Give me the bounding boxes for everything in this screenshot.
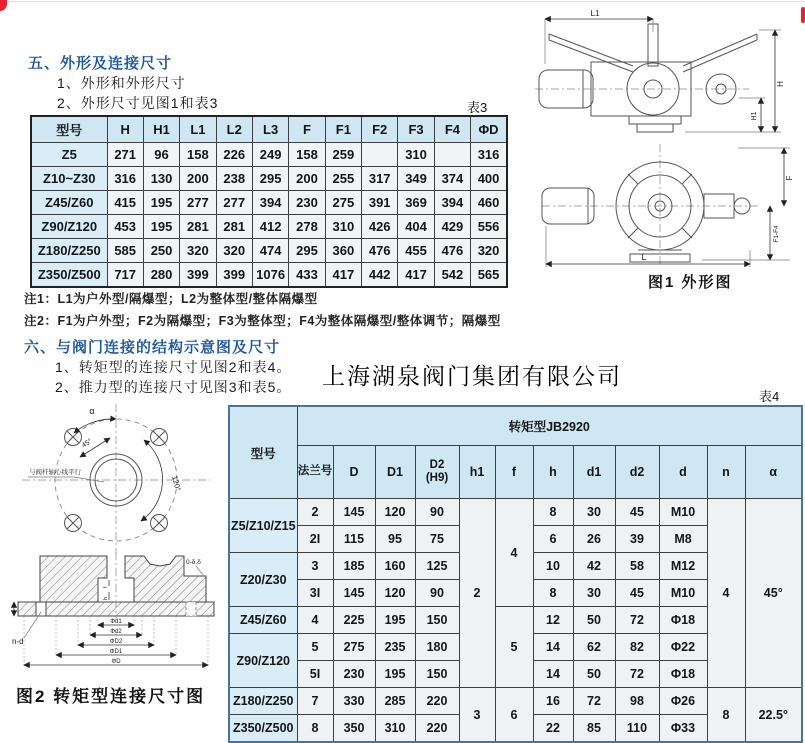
svg-text:ΦD: ΦD [111,659,121,665]
table-row [31,263,507,288]
value-cell: 39 [615,526,659,553]
value-cell: 412 [252,215,288,239]
value-cell: 8 [533,580,573,607]
value-cell: 295 [252,167,288,191]
header-cell-D2-main: D2 [429,458,445,471]
value-cell: 429 [434,215,470,239]
value-cell: 98 [615,688,659,715]
merged-cell-alpha: 22.5° [745,688,802,743]
value-cell: 259 [325,143,361,167]
dimension-F1-F4 [702,206,790,260]
value-cell: 158 [180,143,216,167]
note-1: 注1：L1为户外型/隔爆型；L2为整体型/整体隔爆型 [24,292,318,306]
value-cell: 280 [143,263,179,288]
value-cell: 200 [180,167,216,191]
table-row [229,499,802,526]
value-cell: 158 [289,143,325,167]
value-cell: 145 [333,499,375,526]
svg-text:H1: H1 [751,111,758,121]
value-cell: 75 [415,526,459,553]
value-cell: 2 [297,499,333,526]
table3-label: 表3 [467,100,488,115]
value-cell: 404 [398,215,434,239]
outline-dimensions-table [30,115,508,288]
value-cell: M12 [659,553,707,580]
header-cell: D1 [375,446,415,499]
value-cell: 542 [434,263,470,288]
header-cell: ΦD [471,116,507,143]
model-cell: Z180/Z250 [31,239,107,263]
value-cell: 145 [333,580,375,607]
value-cell: 310 [375,715,415,743]
model-cell: Z5/Z10/Z15 [229,499,297,553]
actuator-body [539,62,736,132]
dimension-F [738,148,794,206]
value-cell: 180 [415,634,459,661]
header-cell: 法兰号 [297,446,333,499]
model-cell: Z90/Z120 [31,215,107,239]
header-cell: d [659,446,707,499]
svg-text:L1: L1 [590,9,600,18]
value-cell: 90 [415,499,459,526]
value-cell: 556 [471,215,507,239]
value-cell: 82 [615,634,659,661]
value-cell: 62 [573,634,615,661]
value-cell: 426 [362,215,398,239]
section6-item2: 2、推力型的连接尺寸见图3和表5。 [55,379,292,395]
value-cell [434,143,470,167]
value-cell: 238 [216,167,252,191]
value-cell: 5I [297,661,333,688]
table-row [31,191,507,215]
svg-text:L: L [641,252,647,262]
value-cell: 565 [471,263,507,288]
header-cell: d2 [615,446,659,499]
header-cell: L3 [252,116,288,143]
header-cell: n [707,446,745,499]
svg-text:Φd1: Φd1 [110,619,122,625]
value-cell: 130 [143,167,179,191]
value-cell: Φ22 [659,634,707,661]
header-cell: F [289,116,325,143]
value-cell: 12 [533,607,573,634]
merged-cell-h1: 2 [459,499,495,688]
value-cell: 317 [362,167,398,191]
value-cell: 14 [533,634,573,661]
model-cell: Z180/Z250 [229,688,297,715]
value-cell: M10 [659,499,707,526]
labels-f-h [103,580,109,600]
value-cell: 85 [573,715,615,743]
svg-text:F1-F4: F1-F4 [773,225,780,243]
svg-text:与阀杆轴心线平行: 与阀杆轴心线平行 [29,469,81,476]
model-cell: Z350/Z500 [229,715,297,743]
value-cell: 120 [375,580,415,607]
header-cell-D2-tolerance: (H9) [425,472,449,484]
value-cell: 4 [297,607,333,634]
header-cell: L2 [216,116,252,143]
value-cell: 50 [573,607,615,634]
red-corner-mark [0,0,7,11]
section5-item2: 2、外形尺寸见图1和表3 [57,95,219,111]
bolt-hole-right [186,602,196,616]
svg-text:H: H [776,81,785,87]
header-cell: d1 [573,446,615,499]
value-cell: 349 [398,167,434,191]
value-cell: 50 [573,661,615,688]
actuator-front-body [542,162,750,262]
diameter-dimensions [24,616,208,666]
figure2-caption: 图2 转矩型连接尺寸图 [16,687,206,706]
header-cell: H1 [143,116,179,143]
value-cell: 72 [573,688,615,715]
table-header-row [229,406,802,446]
value-cell: 320 [471,239,507,263]
section5-heading: 五、外形及连接尺寸 [28,55,173,72]
dimension-120-degrees [141,440,183,521]
model-cell: Z350/Z500 [31,263,107,288]
value-cell: 295 [289,239,325,263]
value-cell: 250 [143,239,179,263]
value-cell: 8 [297,715,333,743]
value-cell: 281 [180,215,216,239]
header-cell: F1 [325,116,361,143]
header-cell: H [107,116,143,143]
value-cell: 150 [415,607,459,634]
value-cell: 7 [297,688,333,715]
header-cell: 型号 [31,116,107,143]
section5-item1: 1、外形和外形尺寸 [57,75,186,91]
value-cell: 8 [533,499,573,526]
value-cell: 226 [216,143,252,167]
value-cell: 10 [533,553,573,580]
value-cell: 255 [325,167,361,191]
page-edge-line [0,1,805,2]
value-cell: 14 [533,661,573,688]
value-cell: 281 [216,215,252,239]
value-cell: 717 [107,263,143,288]
header-cell: f [495,446,533,499]
model-cell: Z45/Z60 [229,607,297,634]
value-cell: 200 [289,167,325,191]
value-cell: 277 [216,191,252,215]
svg-text:n-d: n-d [12,637,24,646]
merged-cell-n: 4 [707,499,745,688]
model-cell: Z10~Z30 [31,167,107,191]
value-cell: 320 [216,239,252,263]
value-cell: 350 [333,715,375,743]
value-cell: 220 [415,715,459,743]
value-cell: 16 [533,688,573,715]
value-cell: 433 [289,263,325,288]
svg-text:120°: 120° [170,474,183,493]
value-cell: 417 [325,263,361,288]
value-cell: 275 [333,634,375,661]
dimension-L [546,226,750,267]
header-cell: L1 [180,116,216,143]
dimension-H1 [739,98,765,132]
value-cell: 249 [252,143,288,167]
value-cell: 225 [333,607,375,634]
value-cell: 185 [333,553,375,580]
value-cell: Φ18 [659,607,707,634]
section6-heading: 六、与阀门连接的结构示意图及尺寸 [24,339,281,356]
svg-text:Φd2: Φd2 [110,629,122,635]
header-cell-D2 [415,446,459,499]
svg-text:f: f [103,586,109,588]
value-cell: 120 [375,499,415,526]
svg-text:α: α [89,406,95,416]
table-header-row [31,116,507,143]
value-cell: 360 [325,239,361,263]
header-cell: D [333,446,375,499]
value-cell: 3I [297,580,333,607]
table-subheader-row [229,446,802,499]
value-cell: 453 [107,215,143,239]
dimension-45-degrees [80,437,110,457]
header-cell-model: 型号 [229,406,297,499]
label-top-clearance [186,559,203,575]
merged-cell-h1: 3 [459,688,495,743]
value-cell: 2I [297,526,333,553]
value-cell: 417 [398,263,434,288]
value-cell: Φ18 [659,661,707,688]
value-cell: 230 [289,191,325,215]
svg-text:0-δ.δ: 0-δ.δ [186,559,201,566]
value-cell: 160 [375,553,415,580]
value-cell: 399 [216,263,252,288]
value-cell: M10 [659,580,707,607]
value-cell: 150 [415,661,459,688]
value-cell: 125 [415,553,459,580]
value-cell: 391 [362,191,398,215]
value-cell: 45 [615,499,659,526]
value-cell: 585 [107,239,143,263]
value-cell: 271 [107,143,143,167]
model-cell: Z90/Z120 [229,634,297,688]
figure1-front-view-drawing [542,138,804,268]
merged-cell-f: 6 [495,688,533,743]
header-cell: F4 [434,116,470,143]
value-cell: 58 [615,553,659,580]
value-cell: 285 [375,688,415,715]
svg-text:ΦD2: ΦD2 [109,639,123,645]
value-cell: Φ33 [659,715,707,743]
merged-cell-f: 4 [495,499,533,607]
value-cell: 415 [107,191,143,215]
header-cell: α [745,446,802,499]
table-row [229,688,802,715]
merged-cell-f: 5 [495,607,533,688]
value-cell: 310 [398,143,434,167]
header-cell: h1 [459,446,495,499]
value-cell: 394 [252,191,288,215]
value-cell: 195 [375,607,415,634]
table-row [31,215,507,239]
value-cell: 195 [375,661,415,688]
model-cell: Z45/Z60 [31,191,107,215]
value-cell: 3 [297,553,333,580]
value-cell: 310 [325,215,361,239]
header-cell: h [533,446,573,499]
value-cell: 277 [180,191,216,215]
value-cell: Φ26 [659,688,707,715]
value-cell: 316 [471,143,507,167]
figure1-caption: 图1 外形图 [648,274,733,291]
value-cell: 442 [362,263,398,288]
figure2-bolt-circle-diagram [14,400,222,558]
dimension-H [685,30,785,132]
value-cell: 26 [573,526,615,553]
svg-text:45°: 45° [80,437,94,450]
value-cell: 220 [415,688,459,715]
value-cell: 30 [573,580,615,607]
value-cell: 400 [471,167,507,191]
value-cell: 195 [143,191,179,215]
value-cell: 30 [573,499,615,526]
value-cell: 476 [362,239,398,263]
header-cell: F2 [362,116,398,143]
table-row [31,239,507,263]
note-2: 注2：F1为户外型；F2为隔爆型；F3为整体型；F4为整体隔爆型/整体调节；隔爆型 [24,314,501,328]
model-cell: Z5 [31,143,107,167]
value-cell: 72 [615,661,659,688]
dimension-L1 [545,9,653,64]
section6-item1: 1、转矩型的连接尺寸见图2和表4。 [55,359,292,375]
value-cell: 374 [434,167,470,191]
table4-label: 表4 [759,389,780,404]
value-cell: 455 [398,239,434,263]
value-cell: 235 [375,634,415,661]
value-cell: 6 [533,526,573,553]
value-cell: 45 [615,580,659,607]
value-cell: 195 [143,215,179,239]
table-row [31,167,507,191]
value-cell: M8 [659,526,707,553]
value-cell: 115 [333,526,375,553]
value-cell: 110 [615,715,659,743]
value-cell: 5 [297,634,333,661]
header-cell-standard: 转矩型JB2920 [297,406,802,446]
torque-connection-table [228,405,803,743]
value-cell: 72 [615,607,659,634]
company-name: 上海湖泉阀门集团有限公司 [322,364,622,389]
value-cell: 330 [333,688,375,715]
value-cell: 275 [325,191,361,215]
value-cell: 22 [533,715,573,743]
value-cell: 90 [415,580,459,607]
figure2-section-drawing [10,552,222,680]
figure1-side-view-drawing [535,6,803,138]
value-cell: 1076 [252,263,288,288]
value-cell: 474 [252,239,288,263]
value-cell [362,143,398,167]
value-cell: 399 [180,263,216,288]
value-cell: 230 [333,661,375,688]
svg-text:ΦD1: ΦD1 [109,649,123,655]
value-cell: 394 [434,191,470,215]
value-cell: 320 [180,239,216,263]
value-cell: 95 [375,526,415,553]
bolt-hole-left [36,602,46,616]
header-cell: F3 [398,116,434,143]
value-cell: 476 [434,239,470,263]
svg-text:h: h [103,596,109,600]
table-row [31,143,507,167]
value-cell: 42 [573,553,615,580]
merged-cell-alpha: 45° [745,499,802,688]
svg-text:F: F [785,175,794,181]
value-cell: 278 [289,215,325,239]
value-cell: 460 [471,191,507,215]
value-cell: 369 [398,191,434,215]
merged-cell-n: 8 [707,688,745,743]
value-cell: 96 [143,143,179,167]
value-cell: 316 [107,167,143,191]
model-cell: Z20/Z30 [229,553,297,607]
